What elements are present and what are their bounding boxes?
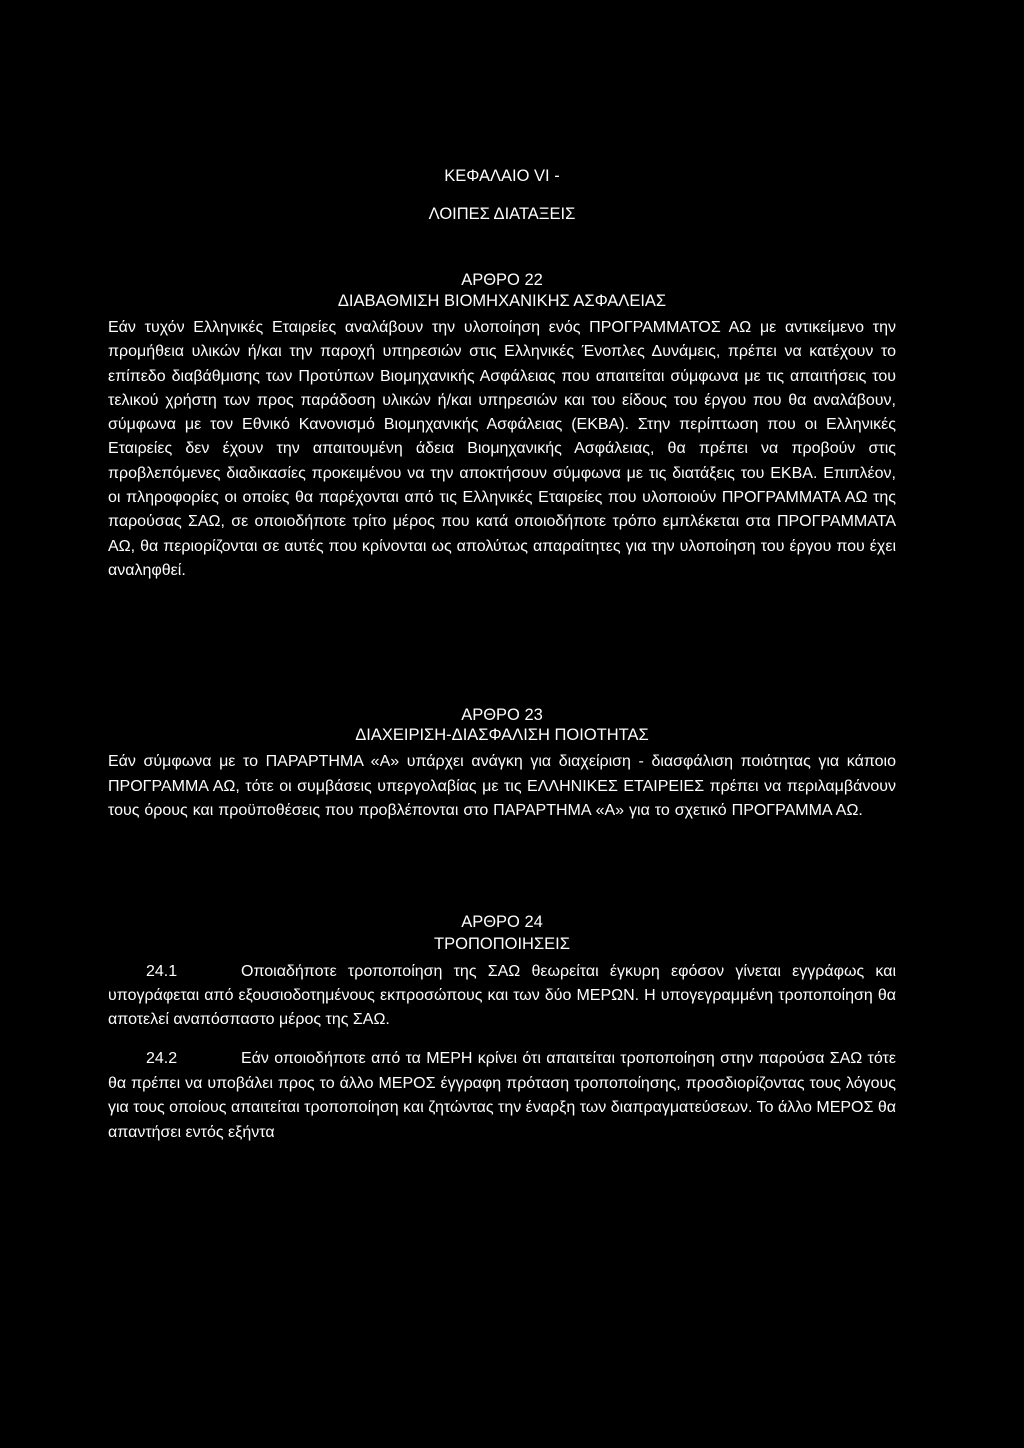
clause-text: Οποιαδήποτε τροποποίηση της ΣΑΩ θεωρείται έγκυρη εφόσον γίνεται εγγράφως και υπογράφεται από εξουσιοδοτημένους εκπροσώπους και των δύο ΜΕΡΩΝ. Η υπογεγραμμένη τροποποίηση θα αποτελεί αναπόσπαστο μέρος της ΣΑΩ.	[108, 963, 896, 1028]
article-22-number: ΑΡΘΡΟ 22	[461, 271, 543, 289]
clause-24-1	[108, 960, 896, 1032]
article-23-number: ΑΡΘΡΟ 23	[461, 706, 543, 724]
article-22-body: Εάν τυχόν Ελληνικές Εταιρείες αναλάβουν την υλοποίηση ενός ΠΡΟΓΡΑΜΜΑΤΟΣ ΑΩ με αντικείμενο την προμήθεια υλικών ή/και την παροχή υπηρεσιών στις Ελληνικές Ένοπλες Δυνάμεις, πρέπει να κατέχουν το επίπεδο διαβάθμισης των Προτύπων Βιομηχανικής Ασφάλειας που απαιτείται σύμφωνα με τις απαιτήσεις του τελικού χρήστη των προς παράδοση υλικών ή/και υπηρεσιών και του είδους του έργου που θα αναλάβουν, σύμφωνα με τον Εθνικό Κανονισμό Βιομηχανικής Ασφάλειας (ΕΚΒΑ). Στην περίπτωση που οι Ελληνικές Εταιρείες δεν έχουν την απαιτουμένη άδεια Βιομηχανικής Ασφάλειας, θα πρέπει να προβούν στις προβλεπόμενες διαδικασίες προκειμένου να την αποκτήσουν σύμφωνα με τις διατάξεις του ΕΚΒΑ. Επιπλέον, οι πληροφορίες οι οποίες θα παρέχονται από τις Ελληνικές Εταιρείες που υλοποιούν ΠΡΟΓΡΑΜΜΑΤΑ ΑΩ της παρούσας ΣΑΩ, σε οποιοδήποτε τρίτο μέρος που κατά οποιοδήποτε τρόπο εμπλέκεται στα ΠΡΟΓΡΑΜΜΑΤΑ ΑΩ, θα περιορίζονται σε αυτές που κρίνονται ως απολύτως απαραίτητες για την υλοποίηση του έργου που έχει αναληφθεί.	[108, 319, 896, 579]
chapter-title: ΚΕΦΑΛΑΙΟ VI -	[444, 167, 560, 185]
chapter-subtitle: ΛΟΙΠΕΣ ΔΙΑΤΑΞΕΙΣ	[428, 205, 576, 223]
clause-number: 24.2	[146, 1050, 178, 1067]
article-24-number: ΑΡΘΡΟ 24	[461, 913, 543, 931]
clause-text: Εάν οποιοδήποτε από τα ΜΕΡΗ κρίνει ότι απαιτείται τροποποίηση στην παρούσα ΣΑΩ τότε θα πρέπει να υποβάλει προς το άλλο ΜΕΡΟΣ έγγραφη πρόταση τροποποίησης, προσδιορίζοντας τους λόγους για τους οποίους απαιτείται τροποποίηση και ζητώντας την έναρξη των διαπραγματεύσεων. Το άλλο ΜΕΡΟΣ θα απαντήσει εντός εξήντα	[108, 1050, 896, 1142]
article-24-heading: ΤΡΟΠΟΠΟΙΗΣΕΙΣ	[434, 935, 570, 953]
article-23-body: Εάν σύμφωνα με το ΠΑΡΑΡΤΗΜΑ «Α» υπάρχει ανάγκη για διαχείριση - διασφάλιση ποιότητας για κάποιο ΠΡΟΓΡΑΜΜΑ ΑΩ, τότε οι συμβάσεις υπεργολαβίας με τις ΕΛΛΗΝΙΚΕΣ ΕΤΑΙΡΕΙΕΣ πρέπει να περιλαμβάνουν τους όρους και προϋποθέσεις που προβλέπονται στο ΠΑΡΑΡΤΗΜΑ «Α» για το σχετικό ΠΡΟΓΡΑΜΜΑ ΑΩ.	[108, 753, 896, 819]
clause-24-2	[108, 1047, 896, 1146]
article-23-heading: ΔΙΑΧΕΙΡΙΣΗ-ΔΙΑΣΦΑΛΙΣΗ ΠΟΙΟΤΗΤΑΣ	[355, 726, 649, 744]
clause-number: 24.1	[146, 963, 178, 980]
article-22-heading: ΔΙΑΒΑΘΜΙΣΗ ΒΙΟΜΗΧΑΝΙΚΗΣ ΑΣΦΑΛΕΙΑΣ	[337, 292, 667, 310]
